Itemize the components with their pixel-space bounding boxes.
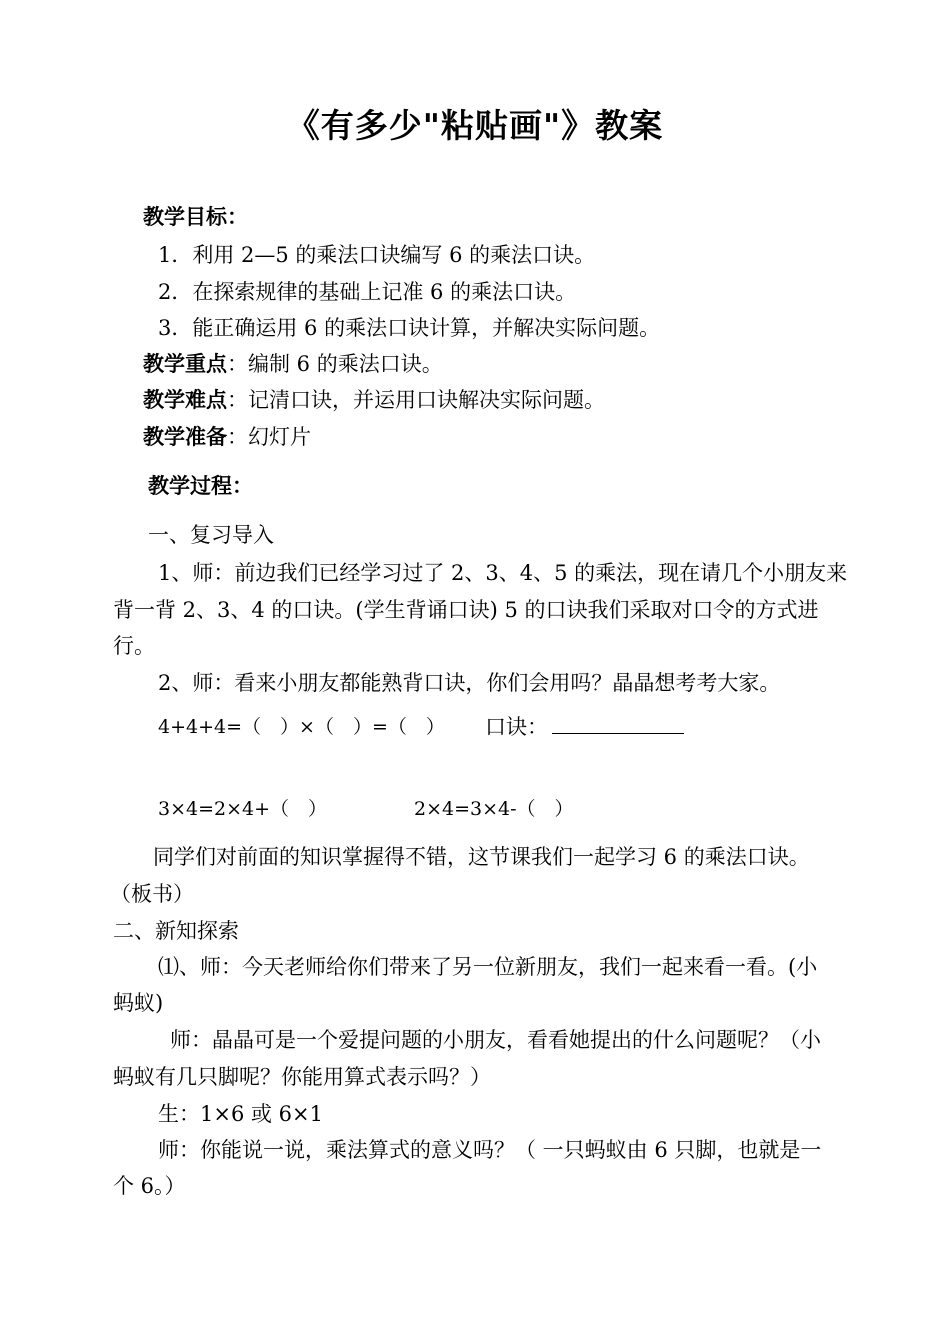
- paragraph-line: 蚂蚁有几只脚呢？你能用算式表示吗？）: [113, 1065, 491, 1089]
- section1-heading: 一、复习导入: [148, 523, 274, 547]
- paragraph-line: ⑴、师：今天老师给你们带来了另一位新朋友，我们一起来看一看。(小: [158, 955, 818, 979]
- paragraph-line: 蚂蚁): [113, 991, 164, 1015]
- paragraph-line: 1、师：前边我们已经学习过了 2、3、4、5 的乘法，现在请几个小朋友来: [158, 561, 848, 585]
- paragraph-line: 同学们对前面的知识掌握得不错，这节课我们一起学习 6 的乘法口诀。: [153, 845, 810, 869]
- paragraph-line: 师：晶晶可是一个爱提问题的小朋友，看看她提出的什么问题呢？（小: [170, 1028, 821, 1052]
- key-point-label: 教学重点: [143, 351, 227, 376]
- answer-blank: [552, 717, 684, 734]
- paragraph-line: 2、师：看来小朋友都能熟背口诀，你们会用吗？晶晶想考考大家。: [158, 671, 781, 695]
- objective-item: 3．能正确运用 6 的乘法口诀计算，并解决实际问题。: [158, 316, 661, 340]
- equation: 2×4=3×4-（ ）: [414, 798, 574, 820]
- paragraph-line: （板书）: [110, 882, 194, 906]
- paragraph-line: 背一背 2、3、4 的口诀。(学生背诵口诀) 5 的口诀我们采取对口令的方式进: [113, 598, 819, 622]
- equation-label: [485, 713, 684, 741]
- objectives-heading: 教学目标：: [143, 204, 248, 229]
- difficulty: [143, 386, 605, 414]
- equation: 4+4+4=（ ）×（ ）=（ ）: [158, 716, 445, 738]
- difficulty-text: ：记清口诀，并运用口诀解决实际问题。: [227, 388, 605, 412]
- equation-label-text: 口诀：: [485, 715, 548, 739]
- paragraph-line: 师：你能说一说，乘法算式的意义吗？（ 一只蚂蚁由 6 只脚，也就是一: [158, 1138, 822, 1162]
- process-heading: 教学过程：: [148, 473, 253, 498]
- paragraph-line: 行。: [113, 634, 155, 658]
- objective-item: 1．利用 2—5 的乘法口诀编写 6 的乘法口诀。: [158, 243, 596, 267]
- paragraph-line: 个 6。）: [113, 1174, 186, 1198]
- paragraph-line: 生：1×6 或 6×1: [158, 1102, 323, 1126]
- preparation-text: ：幻灯片: [227, 425, 311, 449]
- difficulty-label: 教学难点: [143, 387, 227, 412]
- preparation-label: 教学准备: [143, 424, 227, 449]
- key-point: [143, 350, 443, 378]
- objective-item: 2．在探索规律的基础上记准 6 的乘法口诀。: [158, 280, 577, 304]
- preparation: [143, 423, 311, 451]
- page-title: 《有多少"粘贴画"》教案: [286, 106, 664, 145]
- equation: 3×4=2×4+（ ）: [158, 798, 328, 820]
- section2-heading: 二、新知探索: [113, 919, 239, 943]
- key-point-text: ：编制 6 的乘法口诀。: [227, 352, 443, 376]
